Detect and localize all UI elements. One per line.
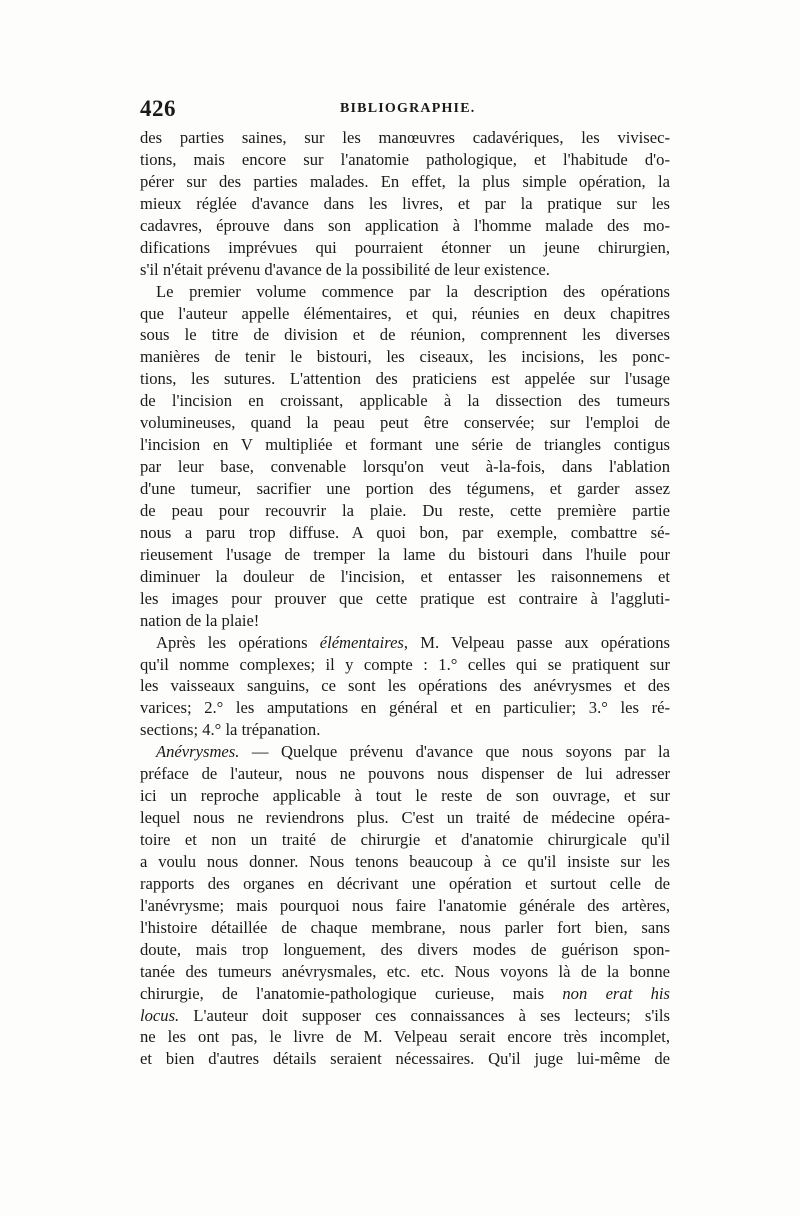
text-line: tanée des tumeurs anévrysmales, etc. etc. Nous voyons là de la bonne	[140, 961, 670, 981]
text-line: ne les ont pas, le livre de M. Velpeau serait encore très incomplet,	[140, 1027, 670, 1047]
text-line: qu'il nomme complexes; il y compte : 1.° celles qui se pratiquent sur	[140, 654, 670, 674]
text-line: s'il n'était prévenu d'avance de la possibilité de leur existence.	[140, 259, 550, 279]
text-line: cadavres, éprouve dans son application à l'homme malade des mo-	[140, 215, 670, 235]
text-line: varices; 2.° les amputations en général et en particulier; 3.° les ré-	[140, 698, 670, 718]
italic-run: non erat his	[562, 983, 670, 1003]
text-line: de l'incision en croissant, applicable à la dissection des tumeurs	[140, 391, 670, 411]
text-line: préface de l'auteur, nous ne pouvons nous dispenser de lui adresser	[140, 764, 670, 784]
text-line: diminuer la douleur de l'incision, et entasser les raisonnemens et	[140, 566, 670, 586]
text-line: tions, mais encore sur l'anatomie pathologique, et l'habitude d'o-	[140, 149, 670, 169]
text-line: les vaisseaux sanguins, ce sont les opérations des anévrysmes et des	[140, 676, 670, 696]
text-line: que l'auteur appelle élémentaires, et qui, réunies en deux chapitres	[140, 303, 670, 323]
text-line: l'histoire détaillée de chaque membrane, nous parler fort bien, sans	[140, 917, 670, 937]
text-line: Le premier volume commence par la description des opérations	[156, 281, 670, 301]
text-run: L'auteur doit supposer ces connaissances à ses lecteurs; s'ils	[179, 1005, 670, 1025]
italic-run: Anévrysmes.	[156, 742, 240, 762]
text-line: l'anévrysme; mais pourquoi nous faire l'anatomie générale des artères,	[140, 895, 670, 915]
text-line	[140, 983, 670, 1005]
text-line: d'une tumeur, sacrifier une portion des tégumens, et garder assez	[140, 479, 670, 498]
text-line	[140, 1005, 670, 1027]
body-text	[140, 127, 670, 1070]
text-line: rapports des organes en décrivant une opération et surtout celle de	[140, 873, 670, 893]
text-line: des parties saines, sur les manœuvres cadavériques, les vivisec-	[140, 128, 670, 147]
text-run: Après les opérations	[156, 632, 320, 652]
text-line	[140, 632, 670, 654]
text-line: volumineuses, quand la peau peut être conservée; sur l'emploi de	[140, 413, 670, 433]
text-line: sous le titre de division et de réunion, comprennent les diverses	[140, 325, 670, 345]
text-line: ici un reproche applicable à tout le reste de son ouvrage, et sur	[140, 786, 670, 806]
text-line: a voulu nous donner. Nous tenons beaucoup à ce qu'il insiste sur les	[140, 851, 670, 871]
text-line	[140, 741, 670, 763]
text-line: les images pour prouver que cette pratique est contraire à l'aggluti-	[140, 588, 670, 608]
running-title: BIBLIOGRAPHIE.	[340, 101, 476, 116]
text-line: l'incision en V multipliée et formant une série de triangles contigus	[140, 435, 670, 455]
text-line: toire et non un traité de chirurgie et d'anatomie chirurgicale qu'il	[140, 830, 670, 849]
text-line: manières de tenir le bistouri, les ciseaux, les incisions, les ponc-	[140, 347, 670, 367]
text-line: mieux réglée d'avance dans les livres, et par la pratique sur les	[140, 193, 670, 213]
text-line: de peau pour recouvrir la plaie. Du reste, cette première partie	[140, 500, 670, 520]
text-line: et bien d'autres détails seraient nécessaires. Qu'il juge lui-même de	[140, 1049, 670, 1069]
text-line: nous a paru trop diffuse. A quoi bon, par exemple, combattre sé-	[140, 522, 670, 542]
text-line: sections; 4.° la trépanation.	[140, 720, 321, 740]
page-header	[140, 96, 670, 126]
text-line: par leur base, convenable lorsqu'on veut à-la-fois, dans l'ablation	[140, 457, 670, 477]
page-number: 426	[140, 96, 176, 121]
text-line: tions, les sutures. L'attention des praticiens est appelée sur l'usage	[140, 369, 670, 389]
text-line: lequel nous ne reviendrons plus. C'est un traité de médecine opéra-	[140, 808, 670, 828]
text-run: , M. Velpeau passe aux opérations	[403, 632, 670, 652]
text-run: chirurgie, de l'anatomie-pathologique curieuse, mais	[140, 983, 563, 1003]
italic-run: élémentaires	[319, 632, 404, 652]
text-line: doute, mais trop longuement, des divers modes de guérison spon-	[140, 939, 670, 959]
text-run: — Quelque prévenu d'avance que nous soyons par la	[239, 742, 670, 762]
text-line: rieusement l'usage de tremper la lame du bistouri dans l'huile pour	[140, 544, 670, 564]
italic-run: locus.	[140, 1005, 180, 1025]
text-line: difications imprévues qui pourraient étonner un jeune chirurgien,	[140, 237, 670, 257]
text-line: nation de la plaie!	[140, 610, 260, 630]
text-line: pérer sur des parties malades. En effet, la plus simple opération, la	[140, 171, 670, 191]
